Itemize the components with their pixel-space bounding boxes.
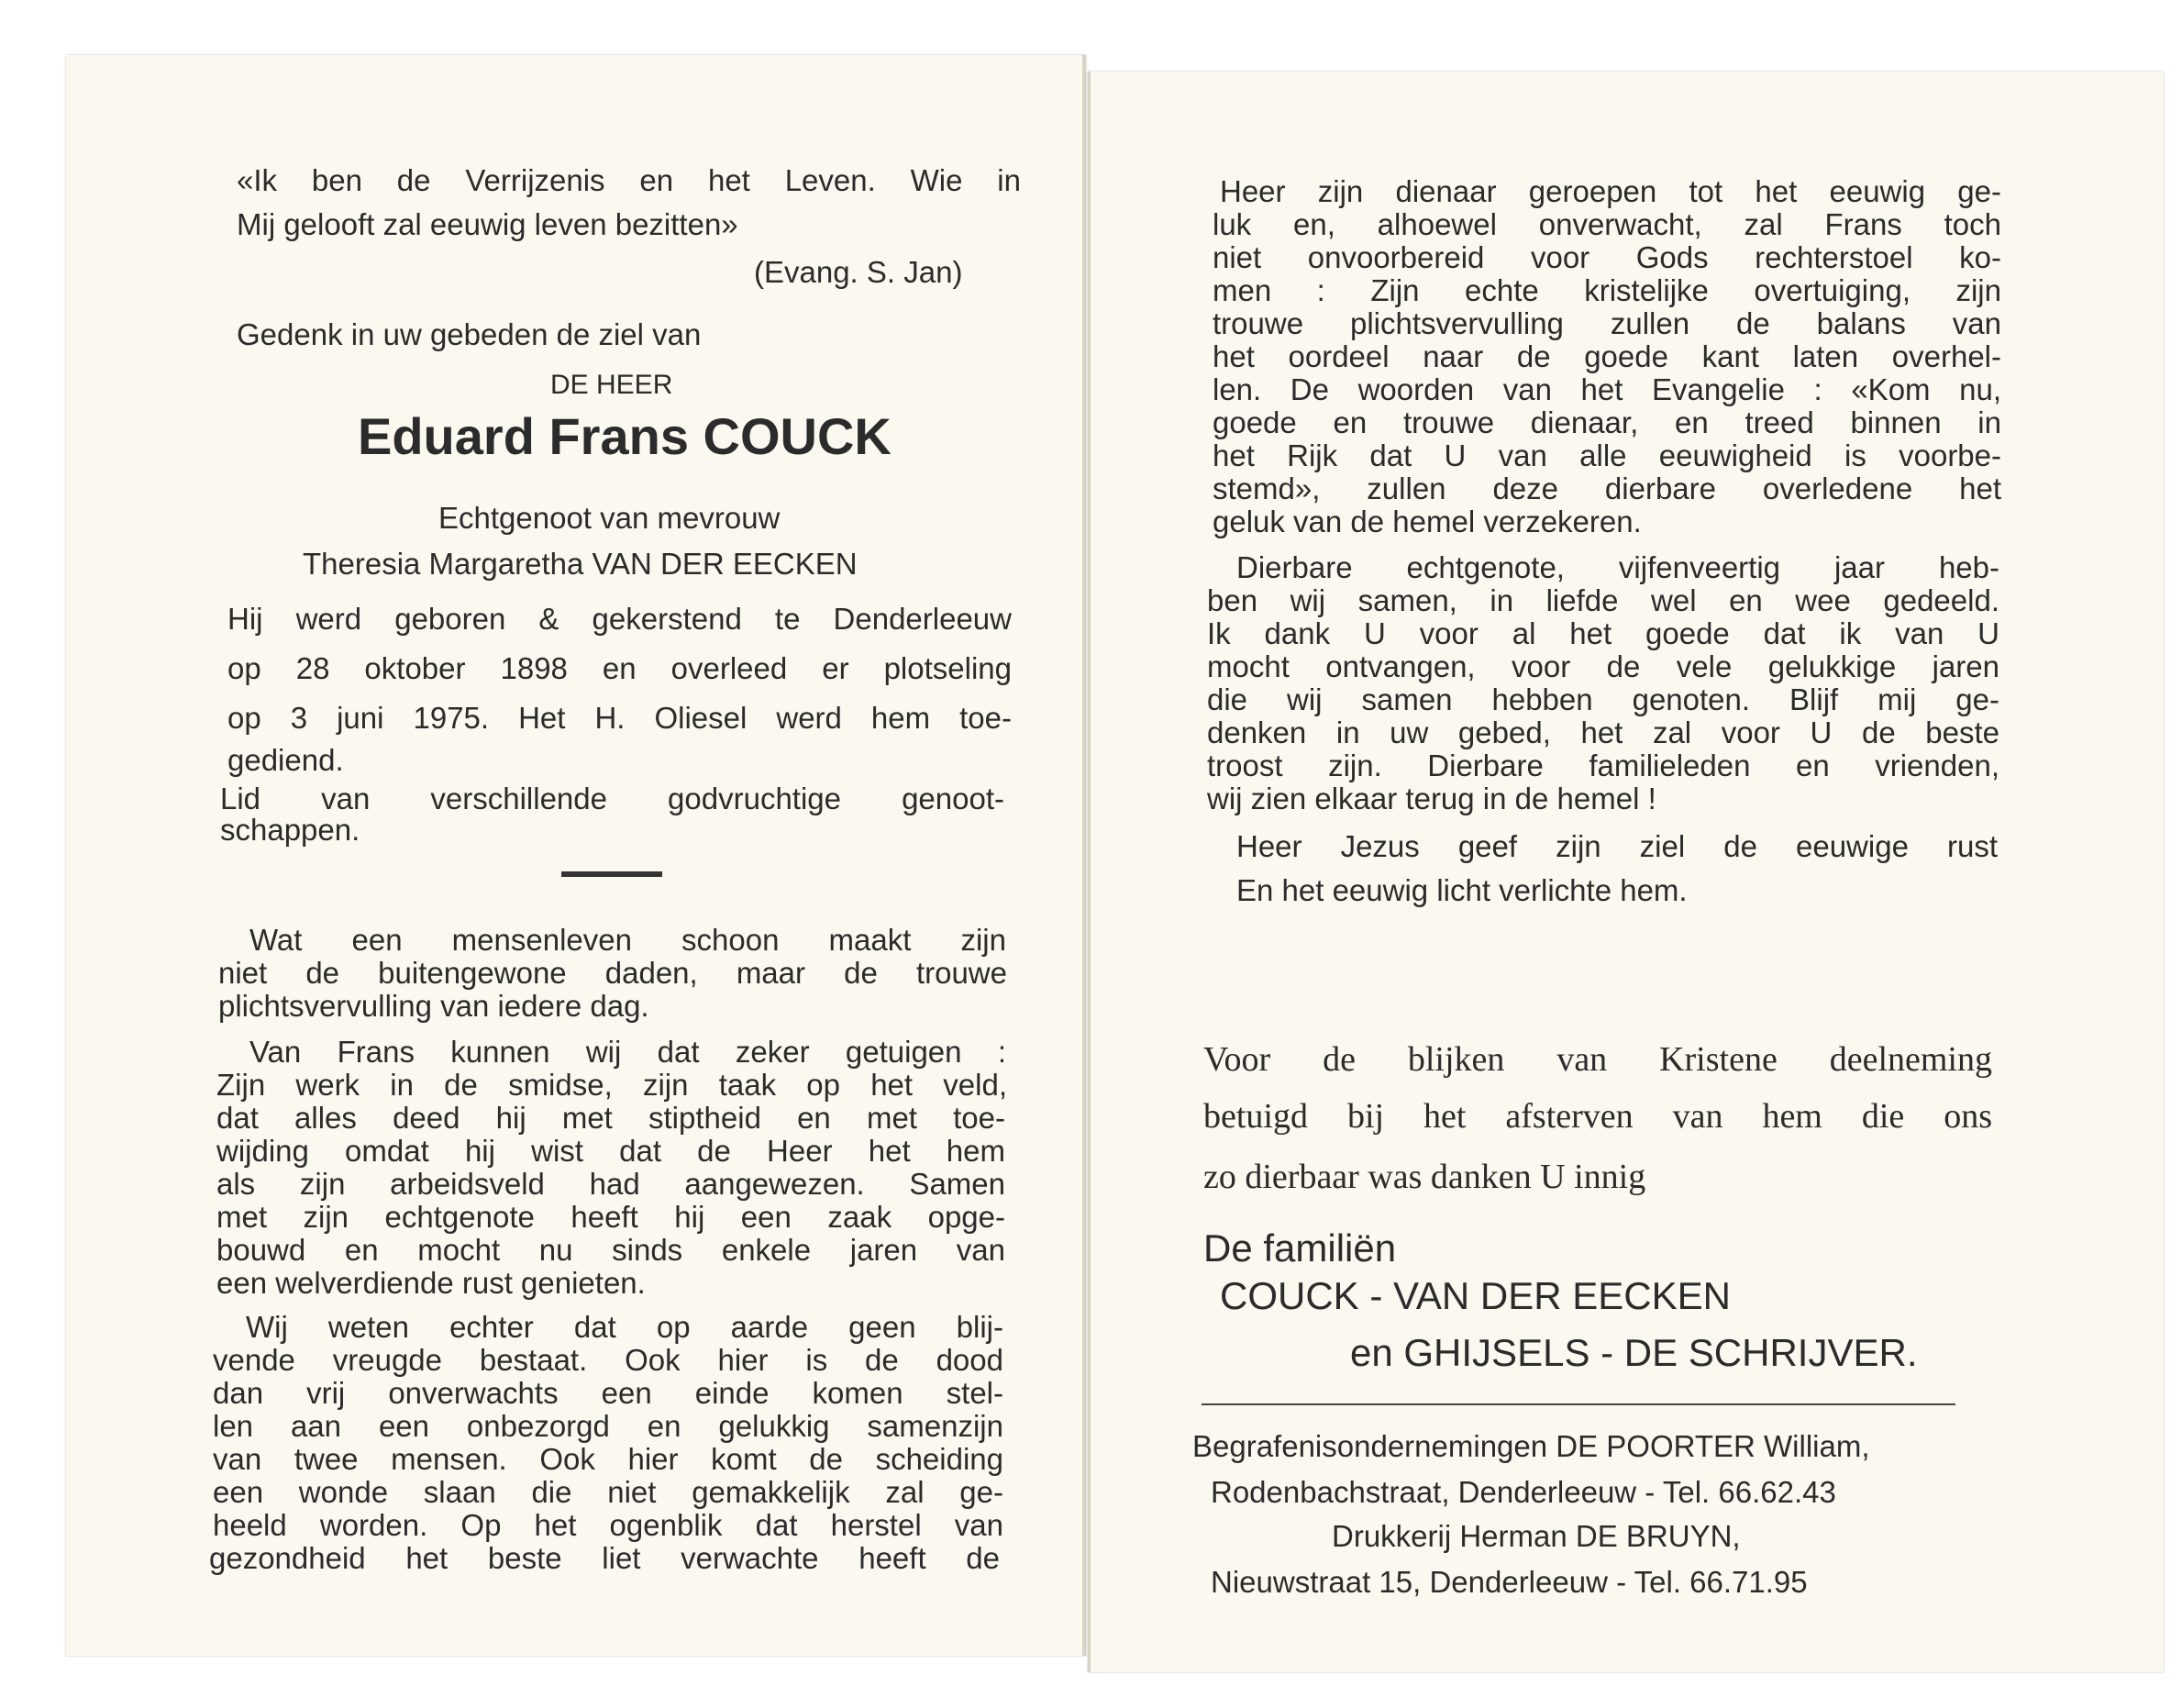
- family-name: en GHIJSELS - DE SCHRIJVER.: [1350, 1331, 1918, 1374]
- text-line: met zijn echtgenote heeft hij een zaak opge-: [216, 1200, 1005, 1234]
- quote-line: Mij gelooft zal eeuwig leven bezitten»: [237, 207, 738, 241]
- bio-line: Hij werd geboren & gekerstend te Denderleeuw: [227, 602, 1012, 636]
- families-heading: De familiën: [1203, 1226, 1397, 1270]
- text-line: het oordeel naar de goede kant laten overhel-: [1213, 339, 2001, 373]
- text-line: het Rijk dat U van alle eeuwigheid is voorbe-: [1213, 438, 2001, 472]
- spouse-name: Theresia Margaretha VAN DER EECKEN: [303, 547, 858, 581]
- text-line: denken in uw gebed, het zal voor U de beste: [1207, 715, 1999, 749]
- text-line: Heer zijn dienaar geroepen tot het eeuwig ge-: [1220, 174, 2001, 208]
- membership-line: schappen.: [220, 813, 360, 847]
- membership-line: Lid van verschillende godvruchtige genoot-: [220, 782, 1004, 815]
- spouse-line: Echtgenoot van mevrouw: [438, 501, 781, 535]
- honorific: DE HEER: [550, 370, 673, 400]
- text-line: heeld worden. Op het ogenblik dat herstel van: [213, 1508, 1003, 1542]
- quote-source: (Evang. S. Jan): [754, 255, 963, 289]
- bio-line: op 3 juni 1975. Het H. Oliesel werd hem toe-: [227, 701, 1012, 735]
- text-line: Wat een mensenleven schoon maakt zijn: [249, 923, 1006, 957]
- text-line: plichtsvervulling van iedere dag.: [218, 989, 649, 1023]
- text-line: Wij weten echter dat op aarde geen blij-: [246, 1310, 1003, 1344]
- text-line: goede en trouwe dienaar, en treed binnen in: [1213, 405, 2001, 439]
- text-line: een wonde slaan die niet gemakkelijk zal ge-: [213, 1475, 1003, 1509]
- thanks-line: Voor de blijken van Kristene deelneming: [1203, 1040, 1992, 1079]
- text-line: wij zien elkaar terug in de hemel !: [1207, 782, 1656, 815]
- text-line: luk en, alhoewel onverwacht, zal Frans toch: [1213, 207, 2001, 241]
- text-line: len aan een onbezorgd en gelukkig samenzijn: [213, 1409, 1003, 1443]
- text-line: gezondheid het beste liet verwachte heeft de: [209, 1541, 1000, 1575]
- text-line: len. De woorden van het Evangelie : «Kom nu,: [1213, 372, 2001, 406]
- text-line: die wij samen hebben genoten. Blijf mij ge-: [1207, 682, 1999, 716]
- text-line: mocht ontvangen, voor de vele gelukkige jaren: [1207, 649, 1999, 683]
- text-line: niet de buitengewone daden, maar de trouwe: [218, 956, 1007, 990]
- text-line: niet onvoorbereid voor Gods rechterstoel ko-: [1213, 240, 2001, 274]
- text-line: vende vreugde bestaat. Ook hier is de dood: [213, 1343, 1003, 1377]
- text-line: dat alles deed hij met stiptheid en met toe-: [216, 1101, 1005, 1135]
- family-name: COUCK - VAN DER EECKEN: [1220, 1274, 1731, 1317]
- deceased-name: Eduard Frans COUCK: [358, 407, 892, 465]
- text-line: als zijn arbeidsveld had aangewezen. Samen: [216, 1167, 1005, 1201]
- printer-address: Nieuwstraat 15, Denderleeuw - Tel. 66.71.95: [1211, 1565, 1808, 1599]
- prayer-line: Heer Jezus geef zijn ziel de eeuwige rust: [1236, 829, 1998, 863]
- divider-rule: [561, 871, 662, 877]
- text-line: Van Frans kunnen wij dat zeker getuigen :: [249, 1035, 1006, 1069]
- text-line: trouwe plichtsvervulling zullen de balans van: [1213, 306, 2001, 340]
- separator-line: [1202, 1403, 1955, 1405]
- text-line: bouwd en mocht nu sinds enkele jaren van: [216, 1233, 1005, 1267]
- text-line: ben wij samen, in liefde wel en wee gedeeld.: [1207, 583, 1999, 617]
- text-line: geluk van de hemel verzekeren.: [1213, 505, 1642, 538]
- printer-line: Drukkerij Herman DE BRUYN,: [1332, 1519, 1741, 1553]
- text-line: men : Zijn echte kristelijke overtuiging, zijn: [1213, 273, 2001, 307]
- bio-line: op 28 oktober 1898 en overleed er plotseling: [227, 651, 1012, 685]
- thanks-line: zo dierbaar was danken U innig: [1203, 1158, 1646, 1196]
- text-line: troost zijn. Dierbare familieleden en vrienden,: [1207, 749, 1999, 782]
- text-line: stemd», zullen deze dierbare overledene het: [1213, 471, 2001, 505]
- text-line: Zijn werk in de smidse, zijn taak op het veld,: [216, 1068, 1007, 1102]
- text-line: wijding omdat hij wist dat de Heer het hem: [216, 1134, 1005, 1168]
- intro-line: Gedenk in uw gebeden de ziel van: [237, 317, 702, 351]
- undertaker-line: Begrafenisondernemingen DE POORTER William,: [1192, 1429, 1870, 1463]
- quote-line: «Ik ben de Verrijzenis en het Leven. Wie in: [237, 163, 1021, 197]
- bio-line: gediend.: [227, 743, 344, 777]
- text-line: een welverdiende rust genieten.: [216, 1266, 646, 1300]
- undertaker-address: Rodenbachstraat, Denderleeuw - Tel. 66.62.43: [1211, 1475, 1836, 1509]
- thanks-line: betuigd bij het afsterven van hem die ons: [1203, 1097, 1992, 1136]
- text-line: van twee mensen. Ook hier komt de scheiding: [213, 1442, 1003, 1476]
- text-line: Ik dank U voor al het goede dat ik van U: [1207, 616, 1999, 650]
- text-line: Dierbare echtgenote, vijfenveertig jaar heb-: [1236, 550, 1999, 584]
- text-line: dan vrij onverwachts een einde komen stel-: [213, 1376, 1003, 1410]
- prayer-line: En het eeuwig licht verlichte hem.: [1236, 873, 1688, 907]
